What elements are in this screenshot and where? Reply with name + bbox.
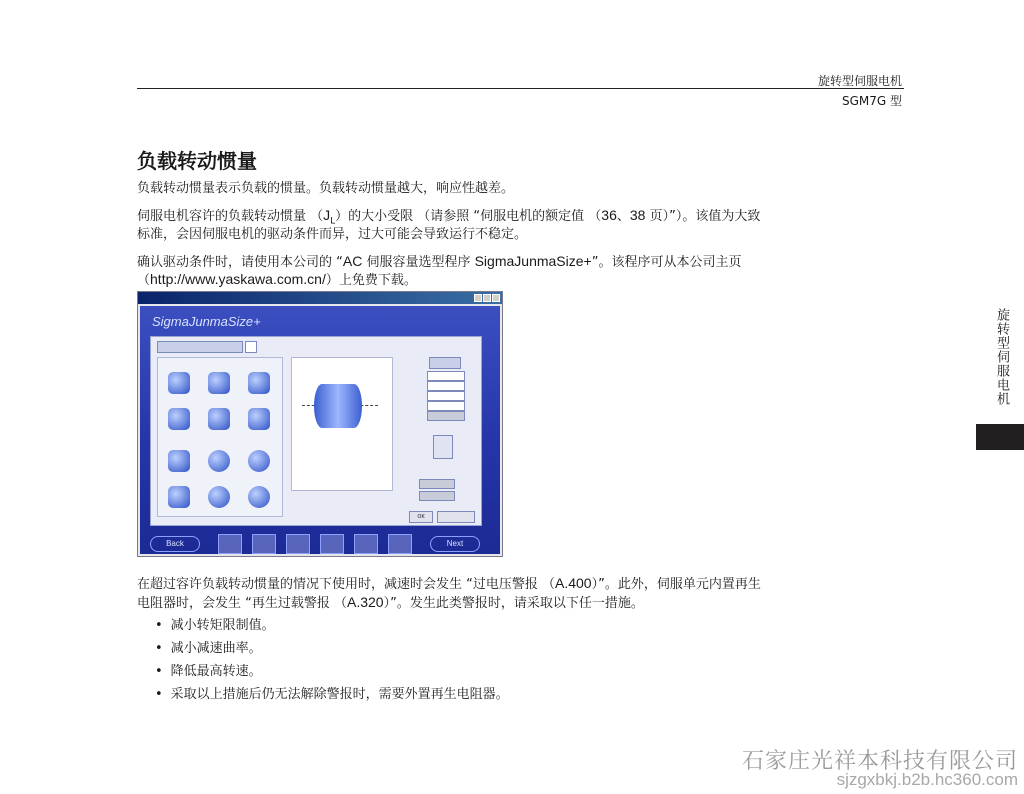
calculator-icon (433, 435, 453, 459)
maximize-icon (483, 294, 491, 302)
text-segment: 在超过容许负载转动惯量的情况下使用时，减速时会发生 “过电压警报 （ (137, 577, 555, 592)
text-ac: AC (342, 253, 363, 269)
text-segment: （ (137, 273, 151, 288)
shape-cell (202, 486, 236, 512)
program-name: SigmaJunmaSize+ (474, 253, 592, 269)
text-segment: ”。该程序可从本公司主页 (591, 255, 742, 270)
shape-cell (162, 486, 196, 512)
sphere-icon (208, 486, 230, 508)
screenshot-tab (157, 341, 243, 353)
shape-cell (202, 372, 236, 398)
text-segment: 、 (616, 209, 630, 224)
text-segment: 电阻器时，会发生 “再生过载警报 （ (137, 596, 347, 611)
cylinder-inertia-icon (314, 384, 362, 428)
paragraph-software-line2 (137, 270, 907, 290)
shape-cell (162, 450, 196, 476)
ok-button: OK (409, 511, 433, 523)
paragraph-limit-line2: 标准，会因伺服电机的驱动条件而异，过大可能会导致运行不稳定。 (137, 227, 528, 242)
screenshot-panel (150, 336, 482, 526)
shape-cell (242, 486, 276, 512)
block-icon (248, 408, 270, 430)
dimension-field (427, 391, 465, 401)
side-section-tab: 旋转型伺服电机 (994, 308, 1009, 406)
paragraph-software (137, 252, 907, 272)
inertia-result-field (419, 479, 455, 489)
text-segment: ）”。发生此类警报时，请采取以下任一措施。 (383, 596, 644, 611)
countermeasure-list (155, 614, 509, 706)
paragraph-intro: 负载转动惯量表示负载的惯量。负载转动惯量越大，响应性越差。 (137, 181, 515, 196)
software-screenshot (137, 291, 503, 557)
shape-cell (202, 450, 236, 476)
page-ref-36: 36 (601, 207, 617, 223)
side-section-marker (976, 424, 1024, 450)
shape-cell (202, 408, 236, 434)
paragraph-alarm-line2 (137, 593, 907, 613)
list-item: • 减小减速曲率。 (155, 637, 509, 660)
cylinder-icon (208, 372, 230, 394)
text-segment: ）的大小受限 （请参照 “伺服电机的额定值 （ (335, 209, 602, 224)
symbol-j: J (323, 207, 331, 223)
cylinder-icon (168, 372, 190, 394)
cone-icon (168, 450, 190, 472)
window-buttons (474, 294, 500, 302)
text-segment: 确认驱动条件时，请使用本公司的 “ (137, 255, 343, 270)
block-icon (248, 372, 270, 394)
cylinder-icon (208, 408, 230, 430)
minimize-icon (474, 294, 482, 302)
cancel-button (437, 511, 475, 523)
inertia-result-field (419, 491, 455, 501)
nav-icon (320, 534, 344, 554)
nav-icon (354, 534, 378, 554)
text-segment: ）”。此外，伺服单元内置再生 (591, 577, 761, 592)
nav-icon (286, 534, 310, 554)
sphere-icon (208, 450, 230, 472)
input-header (429, 357, 461, 369)
dimension-field (427, 381, 465, 391)
close-icon (492, 294, 500, 302)
header-model: SGM7G 型 (841, 94, 902, 108)
section-heading: 负载转动惯量 (137, 149, 257, 173)
nav-icon (388, 534, 412, 554)
shape-cell (242, 408, 276, 434)
cylinder-icon (168, 408, 190, 430)
dimension-field (427, 371, 465, 381)
cylinder-icon (168, 486, 190, 508)
screenshot-navigation (150, 534, 480, 552)
download-url[interactable]: http://www.yaskawa.com.cn/ (150, 271, 326, 287)
alarm-code-a320: A.320 (347, 594, 384, 610)
screenshot-titlebar (138, 292, 502, 304)
list-item: • 降低最高转速。 (155, 660, 509, 683)
back-button: Back (150, 536, 200, 552)
watermark-company: 石家庄光祥本科技有限公司 (741, 749, 1018, 774)
paragraph-alarm (137, 574, 907, 594)
text-segment: 伺服容量选型程序 (362, 255, 475, 270)
list-item: • 减小转矩限制值。 (155, 614, 509, 637)
screenshot-body (140, 306, 500, 554)
screenshot-brand: SigmaJunmaSize+ (152, 314, 261, 329)
sphere-icon (248, 450, 270, 472)
page-ref-38: 38 (629, 207, 646, 223)
screenshot-tab-button (245, 341, 257, 353)
header-divider (137, 88, 904, 89)
nav-icon (218, 534, 242, 554)
dimension-field (427, 411, 465, 421)
shape-cell (162, 372, 196, 398)
shape-cell (242, 372, 276, 398)
alarm-code-a400: A.400 (555, 575, 592, 591)
nav-icon (252, 534, 276, 554)
shape-cell (242, 450, 276, 476)
header-title: 旋转型伺服电机 (817, 74, 902, 88)
list-item: • 采取以上措施后仍无法解除警报时，需要外置再生电阻器。 (155, 683, 509, 706)
watermark-site: sjzgxbkj.b2b.hc360.com (836, 770, 1018, 789)
symbol-subscript-l: L (330, 216, 336, 227)
shape-cell (162, 408, 196, 434)
text-segment: ）上免费下载。 (325, 273, 417, 288)
dimension-field (427, 401, 465, 411)
sphere-icon (248, 486, 270, 508)
text-segment: 页）”）。该值为大致 (645, 209, 761, 224)
shape-grid (157, 357, 283, 517)
next-button: Next (430, 536, 480, 552)
text-segment: 伺服电机容许的负载转动惯量 （ (137, 209, 324, 224)
dimension-inputs (397, 357, 477, 427)
shape-diagram (291, 357, 393, 491)
